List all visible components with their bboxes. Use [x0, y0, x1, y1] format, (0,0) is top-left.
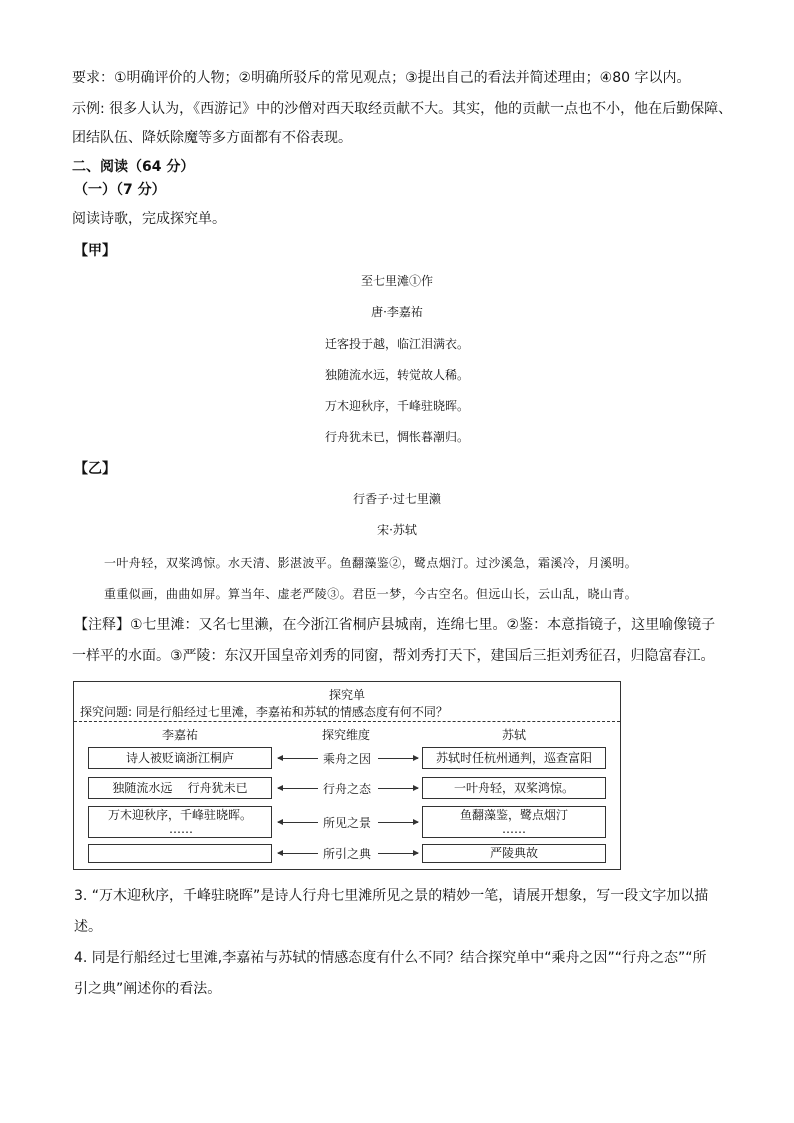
row-2-right-cell: 一叶舟轻，双桨鸿惊。 [422, 777, 606, 799]
question-3-line-1: 3. “万木迎秋序，千峰驻晓晖”是诗人行舟七里滩所见之景的精妙一笔，请展开想象，写一段文字加以描 [74, 888, 709, 904]
poem-a-author: 唐·李嘉祐 [371, 305, 423, 319]
poem-a-tag: 【甲】 [74, 243, 116, 259]
arrow-right-icon [378, 788, 418, 789]
requirement-text: 要求：①明确评价的人物；②明确所驳斥的常见观点；③提出自己的看法并简述理由；④80 字以内。 [72, 70, 691, 86]
table-title: 探究单 [328, 688, 365, 702]
row-1-dimension: 乘舟之因 [322, 752, 371, 766]
arrow-right-icon [378, 758, 418, 759]
row-1-left-cell: 诗人被贬谪浙江桐庐 [88, 747, 272, 769]
poem-a-line-2: 独随流水远，转觉故人稀。 [324, 368, 469, 382]
poem-b-author: 宋·苏轼 [377, 523, 417, 537]
row-3-dimension: 所见之景 [322, 816, 371, 830]
column-header-middle: 探究维度 [321, 728, 370, 742]
poem-b-title: 行香子·过七里濑 [353, 492, 441, 506]
row-4-right-cell: 严陵典故 [422, 844, 606, 863]
example-line-1: 示例: 很多人认为，《西游记》中的沙僧对西天取经贡献不大。其实，他的贡献一点也不小，他在后勤保障、 [72, 101, 733, 117]
subsection-heading: （一）（7 分） [74, 182, 166, 198]
row-3-left-ellipsis: …… [169, 822, 193, 836]
question-3-line-2: 述。 [74, 919, 102, 935]
column-header-right: 苏轼 [501, 728, 526, 742]
question-4-line-1: 4. 同是行船经过七里滩,李嘉祐与苏轼的情感态度有什么不同？结合探究单中“乘舟之因”“行舟之态”“所 [74, 950, 707, 966]
row-3-left-cell [88, 806, 272, 838]
dashed-divider [74, 721, 620, 722]
row-3-left-text: 万木迎秋序，千峰驻晓晖。 [107, 808, 252, 822]
poem-a-line-4: 行舟犹未已，惆怅暮潮归。 [324, 430, 469, 444]
row-3-right-cell [422, 806, 606, 838]
poem-b-tag: 【乙】 [74, 461, 116, 477]
row-3-right-text: 鱼翻藻鉴，鹭点烟汀 [459, 808, 568, 822]
poem-a-title: 至七里滩①作 [360, 274, 433, 288]
instruction-text: 阅读诗歌，完成探究单。 [72, 211, 226, 227]
arrow-right-icon [378, 853, 418, 854]
row-3-right-ellipsis: …… [502, 822, 526, 836]
row-1-right-cell: 苏轼时任杭州通判，巡查富阳 [422, 747, 606, 769]
row-4-dimension: 所引之典 [322, 847, 371, 861]
section-heading: 二、阅读（64 分） [72, 159, 195, 175]
poem-a-line-1: 迁客投于越，临江泪满衣。 [324, 337, 469, 351]
poem-b-line-2: 重重似画，曲曲如屏。算当年、虚老严陵③。君臣一梦，今古空名。但远山长，云山乱，晓山青。 [104, 587, 638, 601]
question-4-line-2: 引之典”阐述你的看法。 [74, 981, 222, 997]
row-4-left-cell [88, 844, 272, 863]
poem-b-line-1: 一叶舟轻，双桨鸿惊。水天清、影湛波平。鱼翻藻鉴②，鹭点烟汀。过沙溪急，霜溪冷，月溪明。 [104, 556, 638, 570]
poem-a-line-3: 万木迎秋序，千峰驻晓晖。 [324, 399, 469, 413]
research-table [73, 681, 621, 870]
row-2-left-cell: 独随流水远 行舟犹未已 [88, 777, 272, 799]
notes-line-2: 一样平的水面。③严陵：东汉开国皇帝刘秀的同窗，帮刘秀打天下，建国后三拒刘秀征召，归隐富春江。 [72, 648, 715, 664]
notes-line-1: 【注释】①七里滩：又名七里濑，在今浙江省桐庐县城南，连绵七里。②鉴：本意指镜子，这里喻像镜子 [74, 617, 716, 633]
table-question: 探究问题: 同是行船经过七里滩，李嘉祐和苏轼的情感态度有何不同？ [80, 705, 448, 719]
column-header-left: 李嘉祐 [161, 728, 198, 742]
arrow-right-icon [378, 822, 418, 823]
row-2-dimension: 行舟之态 [322, 782, 371, 796]
example-line-2: 团结队伍、降妖除魔等多方面都有不俗表现。 [72, 130, 352, 146]
